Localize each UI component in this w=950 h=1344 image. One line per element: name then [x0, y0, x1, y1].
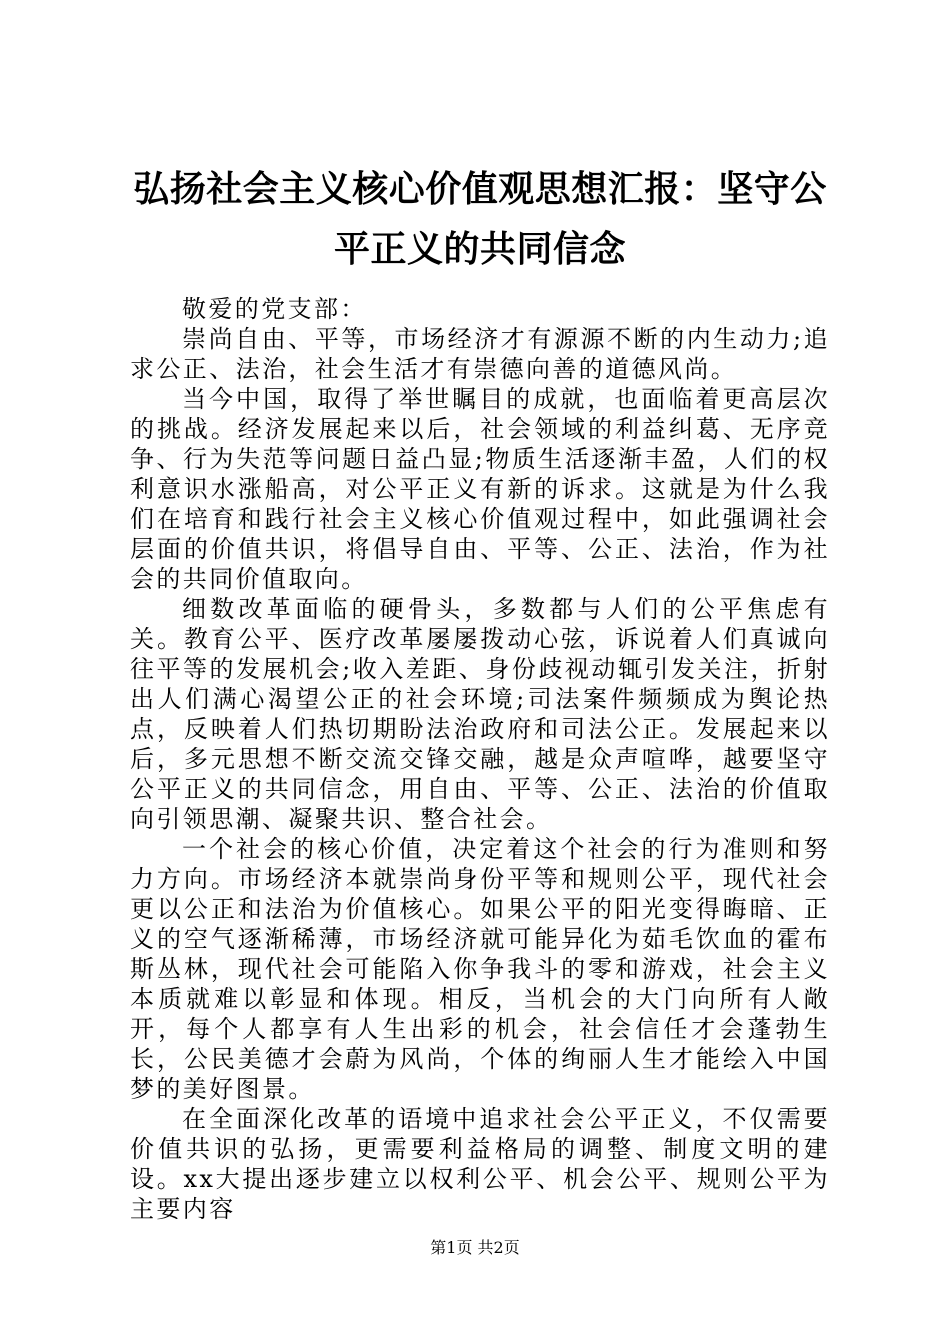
paragraph-3: 细数改革面临的硬骨头，多数都与人们的公平焦虑有关。教育公平、医疗改革屡屡拨动心弦，诉说着人们真诚向往平等的发展机会;收入差距、身份歧视动辄引发关注，折射出人们满心渴望公正的社会环境;司法案件频频成为舆论热点，反映着人们热切期盼法治政府和司法公正。发展起来以后，多元思想不断交流交锋交融，越是众声喧哗，越要坚守公平正义的共同信念，用自由、平等、公正、法治的价值取向引领思潮、凝聚共识、整合社会。	[130, 595, 830, 833]
paragraph-2: 当今中国，取得了举世瞩目的成就，也面临着更高层次的挑战。经济发展起来以后，社会领域的利益纠葛、无序竞争、行为失范等问题日益凸显;物质生活逐渐丰盈，人们的权利意识水涨船高，对公平正义有新的诉求。这就是为什么我们在培育和践行社会主义核心价值观过程中，如此强调社会层面的价值共识，将倡导自由、平等、公正、法治，作为社会的共同价值取向。	[130, 385, 830, 593]
page-footer: 第1页 共2页	[430, 1238, 520, 1257]
paragraph-4: 一个社会的核心价值，决定着这个社会的行为准则和努力方向。市场经济本就崇尚身份平等和规则公平，现代社会更以公正和法治为价值核心。如果公平的阳光变得晦暗、正义的空气逐渐稀薄，市场经济就可能异化为茹毛饮血的霍布斯丛林，现代社会可能陷入你争我斗的零和游戏，社会主义本质就难以彰显和体现。相反，当机会的大门向所有人敞开，每个人都享有人生出彩的机会，社会信任才会蓬勃生长，公民美德才会蔚为风尚，个体的绚丽人生才能绘入中国梦的美好图景。	[130, 835, 830, 1103]
paragraph-5: 在全面深化改革的语境中追求社会公平正义，不仅需要价值共识的弘扬，更需要利益格局的调整、制度文明的建设。xx大提出逐步建立以权利公平、机会公平、规则公平为主要内容	[130, 1105, 830, 1223]
paragraph-1: 崇尚自由、平等，市场经济才有源源不断的内生动力;追求公正、法治，社会生活才有崇德向善的道德风尚。	[130, 325, 830, 383]
document-body	[130, 294, 830, 1224]
document-title: 弘扬社会主义核心价值观思想汇报：坚守公平正义的共同信念	[133, 169, 827, 270]
salutation: 敬爱的党支部：	[182, 295, 367, 323]
